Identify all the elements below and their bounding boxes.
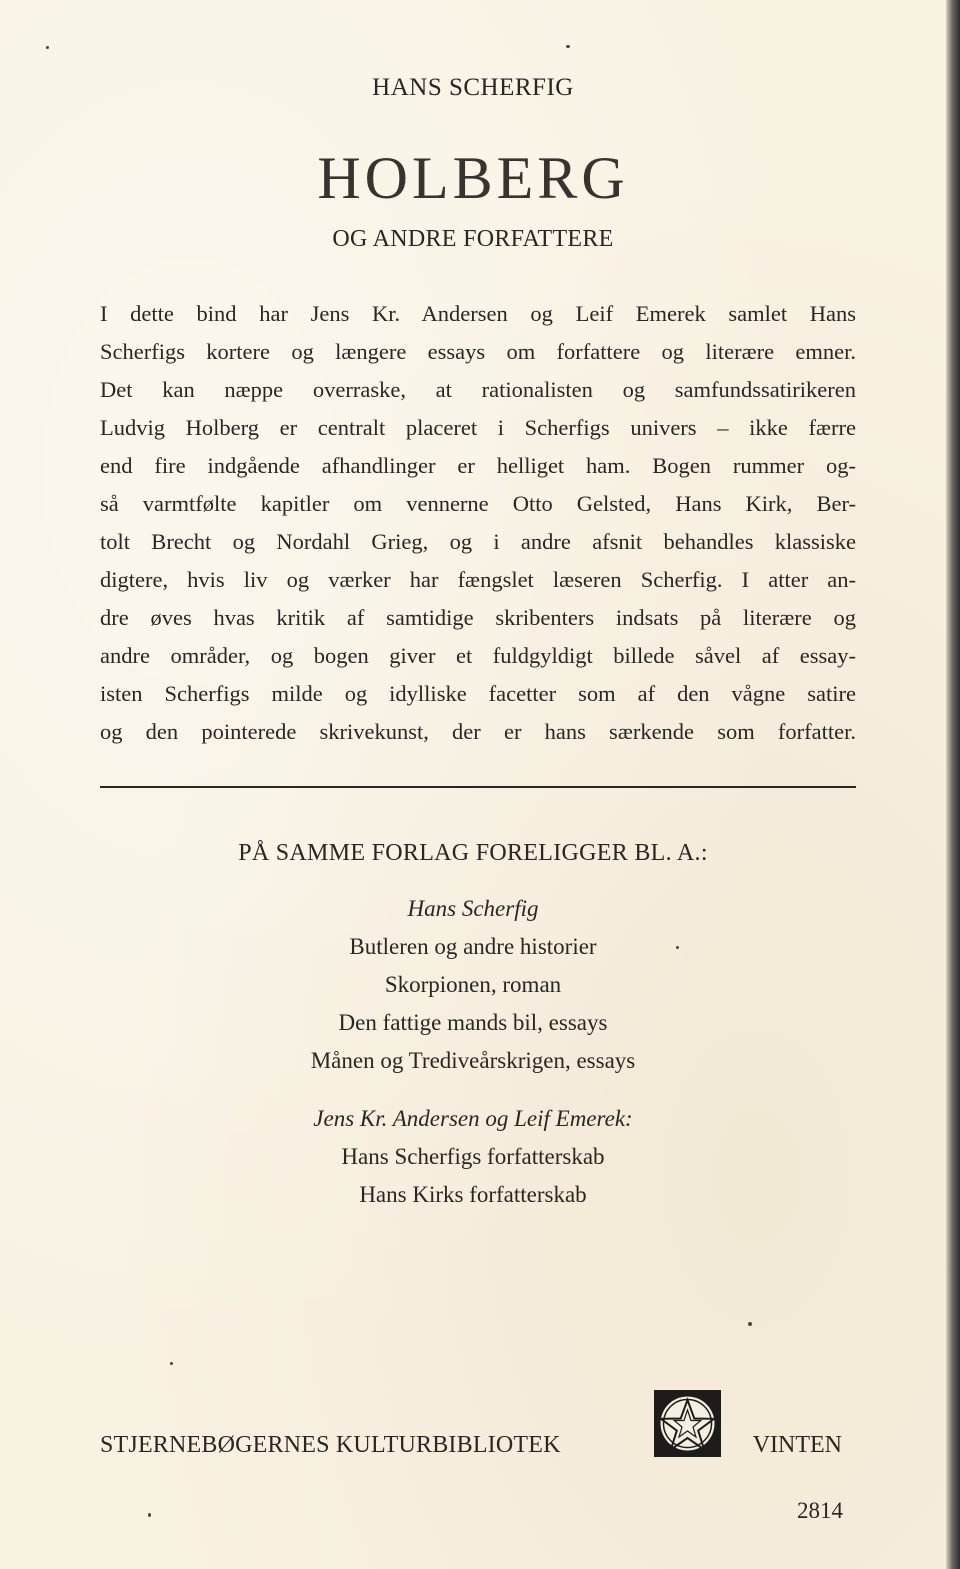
blurb-line: end fire indgående afhandlinger er helliget ham. Bogen rummer og- — [100, 453, 856, 478]
paper-speck — [46, 46, 49, 49]
blurb-line: Det kan næppe overraske, at rationalisten og samfundssatirikeren — [100, 377, 856, 402]
paper-speck — [676, 946, 679, 949]
paper-speck — [170, 1362, 173, 1365]
book-spine-edge — [946, 0, 960, 1569]
list-item: Hans Scherfigs forfatterskab — [341, 1144, 605, 1169]
author-name: HANS SCHERFIG — [372, 74, 574, 101]
blurb-line: Scherfigs kortere og længere essays om forfattere og literære emner. — [100, 339, 856, 364]
blurb-line: dre øves hvas kritik af samtidige skribenters indsats på literære og — [100, 605, 856, 630]
list-item: Den fattige mands bil, essays — [338, 1010, 608, 1035]
paper-speck — [748, 1322, 752, 1326]
list-item: Hans Kirks forfatterskab — [359, 1182, 587, 1207]
blurb-line: Ludvig Holberg er centralt placeret i Scherfigs univers – ikke færre — [100, 415, 856, 440]
same-publisher-heading: PÅ SAMME FORLAG FORELIGGER BL. A.: — [238, 840, 708, 866]
book-list — [0, 890, 946, 1214]
blurb-paragraph — [100, 295, 856, 751]
blurb-line: isten Scherfigs milde og idylliske facetter som af den vågne satire — [100, 681, 856, 706]
list-item: Butleren og andre historier — [349, 934, 597, 959]
catalog-number: 2814 — [797, 1498, 843, 1523]
list-author: Jens Kr. Andersen og Leif Emerek: — [313, 1106, 633, 1131]
list-item: Månen og Trediveårskrigen, essays — [310, 1048, 636, 1073]
divider-rule — [100, 786, 856, 788]
list-item: Skorpionen, roman — [384, 972, 562, 997]
blurb-line: digtere, hvis liv og værker har fængslet læseren Scherfig. I atter an- — [100, 567, 856, 592]
list-gap — [0, 1080, 946, 1100]
blurb-line: så varmtfølte kapitler om vennerne Otto Gelsted, Hans Kirk, Ber- — [100, 491, 856, 516]
list-author: Hans Scherfig — [407, 896, 539, 921]
blurb-line: I dette bind har Jens Kr. Andersen og Leif Emerek samlet Hans — [100, 301, 856, 326]
book-title: HOLBERG — [317, 145, 629, 211]
blurb-line: andre områder, og bogen giver et fuldgyldigt billede såvel af essay- — [100, 643, 856, 668]
paper-speck — [148, 1513, 151, 1517]
series-name: STJERNEBØGERNES KULTURBIBLIOTEK — [100, 1432, 561, 1458]
paper-speck — [566, 45, 570, 48]
blurb-line: tolt Brecht og Nordahl Grieg, og i andre afsnit behandles klassiske — [100, 529, 856, 554]
publisher-name: VINTEN — [752, 1432, 842, 1458]
book-subtitle: OG ANDRE FORFATTERE — [332, 226, 614, 252]
blurb-line: og den pointerede skrivekunst, der er hans særkende som forfatter. — [100, 719, 856, 744]
star-logo-icon — [654, 1390, 721, 1457]
